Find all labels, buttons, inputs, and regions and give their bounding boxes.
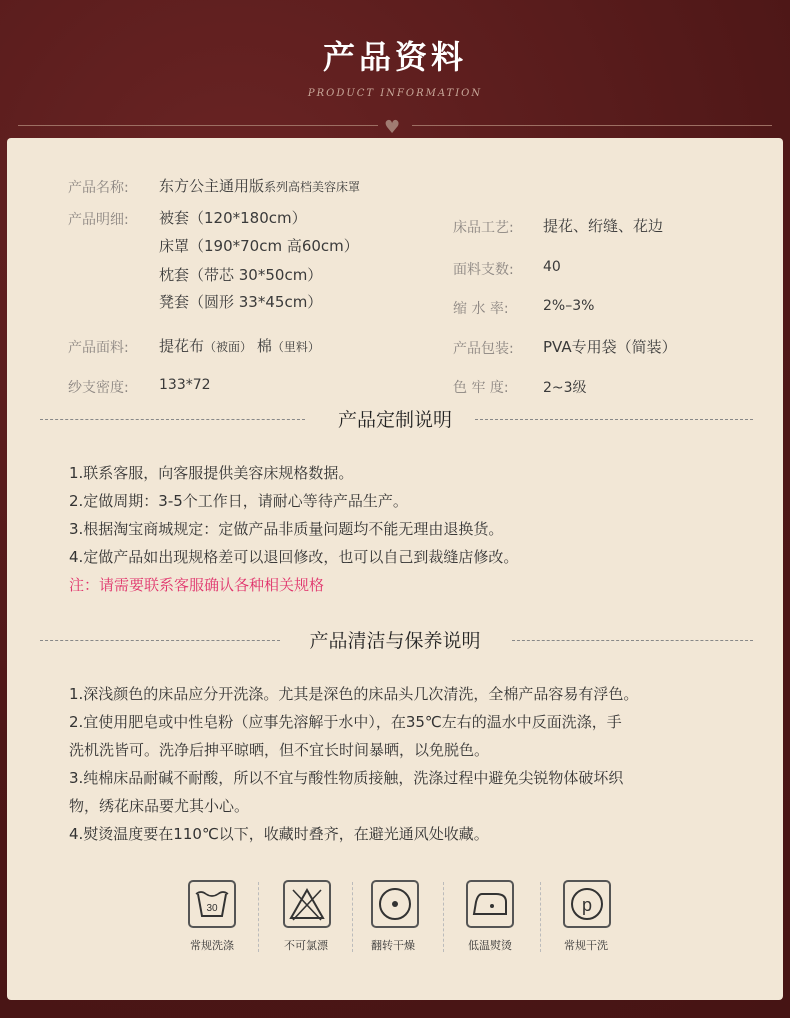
header-divider-left [18, 125, 378, 126]
product-name-value [159, 175, 360, 196]
shrink-value: 2%–3% [543, 298, 595, 314]
no-bleach-icon [283, 880, 331, 928]
product-name-main: 东方公主通用版 [159, 177, 265, 195]
dry-clean-letter: p [581, 895, 593, 915]
fabric-label: 产品面料: [68, 340, 129, 356]
page-subtitle: PRODUCT INFORMATION [307, 88, 483, 99]
iron-low-icon [466, 880, 514, 928]
care-section-title [7, 626, 783, 653]
count-value: 40 [543, 259, 561, 275]
care-line: 2.宜使用肥皂或中性皂粉（应事先溶解于水中），在35℃左右的温水中反面洗涤，手 [69, 713, 622, 731]
care-line: 4.熨烫温度要在110℃以下，收藏时叠齐，在避光通风处收藏。 [69, 825, 489, 843]
custom-section-title [7, 405, 783, 432]
custom-line: 3.根据淘宝商城规定：定做产品非质量问题均不能无理由退换货。 [69, 520, 504, 538]
product-name-suffix: 系列高档美容床罩 [264, 180, 361, 194]
custom-note: 注：请需要联系客服确认各种相关规格 [69, 576, 325, 594]
package-value: PVA专用袋（简装） [543, 338, 677, 356]
fabric-face-note: （被面） [204, 340, 253, 354]
care-line: 3.纯棉床品耐碱不耐酸，所以不宜与酸性物质接触，洗涤过程中避免尖锐物体破坏织 [69, 769, 624, 787]
craft-value: 提花、绗缝、花边 [543, 217, 664, 235]
icon-label: 常规洗涤 [190, 939, 234, 952]
page-title: 产品资料 [322, 38, 467, 76]
custom-line: 2.定做周期：3-5个工作日，请耐心等待产品生产。 [69, 492, 408, 510]
detail-item: 枕套（带芯 30*50cm） [159, 266, 323, 284]
density-value: 133*72 [159, 377, 211, 393]
icon-separator [258, 882, 259, 952]
icon-separator [443, 882, 444, 952]
product-detail-label: 产品明细: [68, 212, 129, 228]
detail-item: 凳套（圆形 33*45cm） [159, 293, 323, 311]
shrink-label: 缩 水 率: [453, 301, 509, 317]
icon-separator [540, 882, 541, 952]
color-fastness-label: 色 牢 度: [453, 380, 509, 396]
icon-label: 翻转干燥 [371, 939, 415, 952]
heart-icon: ♥ [384, 117, 401, 138]
care-line: 物，绣花床品要尤其小心。 [69, 797, 250, 815]
icon-label: 常规干洗 [564, 939, 608, 952]
care-line: 洗机洗皆可。洗净后抻平晾晒，但不宜长时间暴晒，以免脱色。 [69, 741, 490, 759]
care-line: 1.深浅颜色的床品应分开洗涤。尤其是深色的床品头几次清洗，全棉产品容易有浮色。 [69, 685, 639, 703]
custom-section-title-text: 产品定制说明 [328, 409, 462, 431]
package-label: 产品包装: [453, 341, 514, 357]
icon-label: 低温熨烫 [468, 939, 512, 952]
detail-item: 被套（120*180cm） [159, 209, 307, 227]
detail-item: 床罩（190*70cm 高60cm） [159, 237, 359, 255]
count-label: 面料支数: [453, 262, 514, 278]
craft-label: 床品工艺: [453, 220, 514, 236]
tumble-dry-icon [371, 880, 419, 928]
custom-line: 4.定做产品如出现规格差可以退回修改，也可以自己到裁缝店修改。 [69, 548, 519, 566]
icon-label: 不可氯漂 [284, 939, 328, 952]
color-fastness-value: 2~3级 [543, 380, 587, 396]
fabric-value [159, 335, 320, 356]
wash-30-icon [188, 880, 236, 928]
fabric-lining: 棉 [256, 337, 272, 355]
wash-temp-text: 30 [206, 903, 218, 914]
custom-line: 1.联系客服，向客服提供美容床规格数据。 [69, 464, 354, 482]
dry-clean-p-icon [563, 880, 611, 928]
care-section-title-text: 产品清洁与保养说明 [299, 630, 490, 652]
fabric-face: 提花布 [159, 337, 205, 355]
info-panel [7, 138, 783, 1000]
density-label: 纱支密度: [68, 380, 129, 396]
fabric-lining-note: （里料） [271, 340, 320, 354]
header-divider-right [412, 125, 772, 126]
product-name-label: 产品名称: [68, 180, 129, 196]
